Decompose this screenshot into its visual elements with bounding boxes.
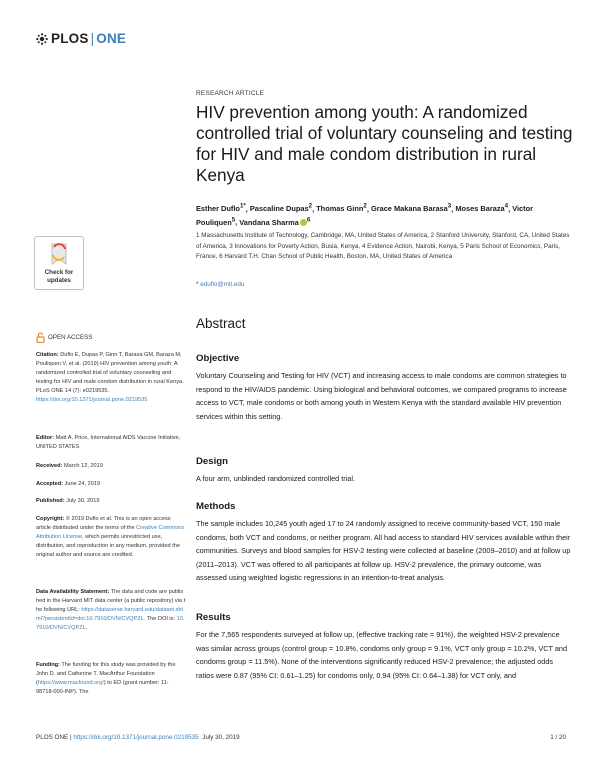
data-doi-link[interactable]: 10.7910/DVN/CVQPZL (36, 616, 185, 632)
citation-doi-link[interactable]: https://doi.org/10.1371/journal.pone.0219535 (36, 397, 148, 404)
logo-plos: PLOS (51, 31, 89, 46)
published-date: Published: July 30, 2019 (36, 498, 100, 504)
copyright-block: Copyright: © 2019 Duflo et al. This is an open access article distributed under the terms of the Creative Commons Attribution License, which permits unrestricted use, distribution, and reproduction in any medium, provided the original author and source are credited. (36, 516, 185, 559)
footer-journal: PLOS ONE (36, 734, 69, 741)
orcid-icon[interactable] (300, 219, 307, 226)
citation-block: Citation: Duflo E, Dupas P, Ginn T, Barasa GM, Baraza M, Pouliquen V, et al. (2019) HIV prevention among youth: A randomized controlled trial of voluntary counseling and testing for HIV and male condom distribution in rural Kenya. PLoS ONE 14 (7): e0219535. https://doi.org/10.1371/journal.pone.0219535 (36, 352, 184, 404)
dataverse-link[interactable]: https://dataverse.harvard.edu/dataset.xhtml?persistentId=doi:10.7910/DVN/CVQPZL (36, 607, 184, 623)
funder-link[interactable]: https://www.macfound.org/ (37, 680, 104, 687)
design-heading: Design (196, 456, 228, 467)
check-for-updates-badge[interactable] (34, 236, 84, 290)
design-text: A four arm, unblinded randomized controlled trial. (196, 474, 355, 483)
plos-logo-icon (36, 33, 48, 45)
open-lock-icon (36, 332, 45, 343)
logo-one: ONE (96, 31, 127, 46)
footer-date: July 30, 2019 (202, 734, 240, 741)
footer-doi-link[interactable]: https://doi.org/10.1371/journal.pone.0219535 (73, 734, 199, 741)
email-link[interactable]: eduflo@mit.edu (200, 281, 245, 288)
author[interactable]: Esther Duflo$^{1*}$ (196, 203, 246, 214)
logo-divider: | (90, 31, 95, 46)
objective-heading: Objective (196, 353, 240, 364)
data-availability-block: Data Availability Statement: The data and code are published in the Harvard MIT data center (a public repository) via the following URL: https://dataverse.harvard.edu/dataset.xhtml?persistentId=doi:10.7910/DVN/CVQPZL. The DOI is: 10.7910/DVN/CVQPZL. (36, 589, 186, 632)
objective-text: Voluntary Counseling and Testing for HIV (VCT) and increasing access to male condoms are common strategies to respond to the HIV/AIDS pandemic. Using biological and behavioral outcomes, we compared programs to increase access to VCT, male condoms or both among youth in Western Kenya with the standard available HIV prevention services within this setting. (196, 371, 567, 421)
author[interactable]: Thomas Ginn$^2$ (316, 203, 367, 214)
bookmark-icon (49, 243, 69, 265)
article-title: HIV prevention among youth: A randomized controlled trial of voluntary counseling and testing for HIV and male condom distribution in rural Kenya (196, 102, 573, 185)
license-link[interactable]: Creative Commons Attribution License (36, 525, 185, 541)
received-date: Received: March 12, 2019 (36, 463, 103, 469)
accepted-date: Accepted: June 24, 2019 (36, 481, 101, 487)
author[interactable]: Vandana Sharma $^6$ (239, 216, 311, 227)
author[interactable]: Pascaline Dupas$^2$ (249, 203, 313, 214)
article-type: RESEARCH ARTICLE (196, 90, 265, 97)
methods-heading: Methods (196, 501, 236, 512)
results-heading: Results (196, 612, 231, 623)
page-number: 1 / 20 (550, 734, 566, 741)
affiliations: 1 Massachusetts Institute of Technology, Cambridge, MA, United States of America, 2 Stanford University, Stanford, CA, United States of America, 3 Innovations for Poverty Action, Busia, Kenya, 4 Evidence Action, Nairobi, Kenya, 5 Paris School of Economics, Paris, France, 6 Harvard T.H. Chan School of Public Health, Boston, MA, United States of America (196, 232, 570, 260)
editor-block: Editor: Matt A. Price, International AIDS Vaccine Initiative, UNITED STATES (36, 435, 181, 451)
journal-logo[interactable] (36, 31, 126, 46)
funding-block: Funding: The funding for this study was provided by the John D. and Catherine T. MacArthur Foundation (https://www.macfound.org/) to ED (grant number: 11-98718-000-INP). The (36, 662, 176, 696)
abstract-heading: Abstract (196, 316, 246, 331)
badge-line-2: updates (47, 277, 71, 284)
corresponding-email: * eduflo@mit.edu (196, 281, 245, 288)
results-text: For the 7,565 respondents surveyed at follow up, (effective tracking rate = 91%), the weighted HSV-2 prevalence was similar across groups (control group = 10.8%, condoms only group = 9.1%, VCT only group = 10.2%, VCT and condoms group = 11.5%). None of the interventions significantly reduced HSV-2 prevalence; the adjusted odds ratios were 0.87 (95% CI: 0.61–1.25) for condoms only, 0.94 (95% CI: 0.64–1.38) for VCT only, and (196, 630, 568, 680)
author-list: Esther Duflo$^{1*}$, Pascaline Dupas$^2$, Thomas Ginn$^2$, Grace Makana Barasa$^3$, Moses Baraza$^4$, Victor Pouliquen$^5$, Vandana Sharma $^6$ (196, 203, 533, 227)
page-footer: PLOS ONE | https://doi.org/10.1371/journal.pone.0219535 July 30, 2019 1 / 20 (36, 734, 566, 741)
badge-line-1: Check for (44, 269, 74, 276)
open-access-label: OPEN ACCESS (36, 332, 92, 343)
author[interactable]: Victor Pouliquen$^5$ (196, 204, 533, 227)
methods-text: The sample includes 10,245 youth aged 17 to 24 randomly assigned to receive community-based VCT, 150 male condoms, both VCT and condoms, or neither program. All had access to standard HIV services available within their communities. Surveys and blood samples for HSV-2 testing were collected at baseline (2009–2010) and at follow up (2011–2013). VCT was offered to all participants at follow up. HSV-2 prevalence, the primary outcome, was assessed using weighted logistic regressions in an intention-to-treat analysis. (196, 519, 571, 583)
author[interactable]: Grace Makana Barasa$^3$ (370, 203, 452, 214)
author[interactable]: Moses Baraza$^4$ (455, 203, 509, 214)
